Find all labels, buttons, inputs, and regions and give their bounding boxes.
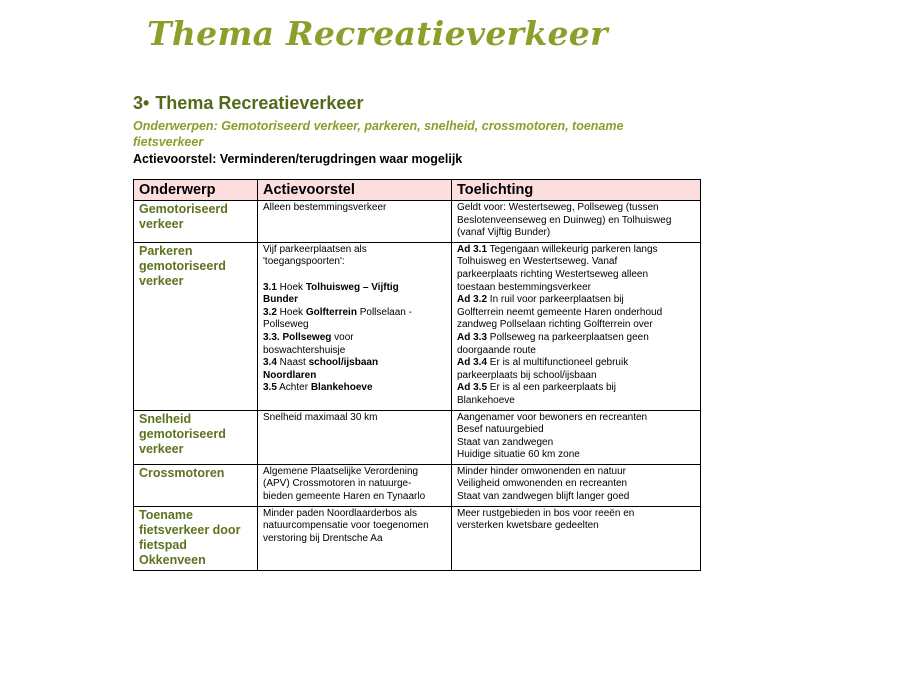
note-cell: Meer rustgebieden in bos voor reeën en versterken kwetsbare gedeelten xyxy=(452,506,701,570)
note-cell: Aangenamer voor bewoners en recreanten Besef natuurgebied Staat van zandwegen Huidige situatie 60 km zone xyxy=(452,410,701,464)
action-cell: Minder paden Noordlaarderbos als natuurcompensatie voor toegenomen verstoring bij Drentsche Aa xyxy=(258,506,452,570)
column-header-onderwerp: Onderwerp xyxy=(134,180,258,201)
column-header-actievoorstel: Actievoorstel xyxy=(258,180,452,201)
note-cell: Geldt voor: Westertseweg, Pollseweg (tussen Beslotenveenseweg en Duinweg) en Tolhuisweg (vanaf Vijftig Bunder) xyxy=(452,201,701,243)
action-table xyxy=(133,179,701,571)
note-item: Ad 3.1 Tegengaan willekeurig parkeren langs xyxy=(457,243,658,255)
document-heading xyxy=(133,92,700,114)
note-cell: Ad 3.1 Tegengaan willekeurig parkeren langs Tolhuisweg en Westertseweg. Vanaf parkeerplaats richting Westertseweg alleen toestaan bestemmingsverkeer Ad 3.2 In ruil voor parkeerplaatsen bij Golfterrein neemt gemeente Haren onderhoud zandweg Pollselaan richting Golfterrein over Ad 3.3 Pollseweg na parkeerplaatsen geen doorgaande route Ad 3.4 Er is al multifunctioneel gebruik parkeerplaats bij school/ijsbaan Ad 3.5 Er is al een parkeerplaats bij Blankehoeve xyxy=(452,242,701,410)
table-row xyxy=(134,410,701,464)
action-cell: Vijf parkeerplaatsen als 'toegangspoorten': 3.1 Hoek Tolhuisweg – Vijftig Bunder 3.2 Hoek Golfterrein Pollselaan - Pollseweg 3.3. Pollseweg voor boswachtershuisje 3.4 Naast school/ijsbaan Noordlaren 3.5 Achter Blankehoeve xyxy=(258,242,452,410)
topic-cell: Snelheid gemotoriseerd verkeer xyxy=(134,410,258,464)
action-item: 3.1 Hoek Tolhuisweg – Vijftig xyxy=(263,281,399,293)
action-cell: Alleen bestemmingsverkeer xyxy=(258,201,452,243)
table-row xyxy=(134,464,701,506)
heading-number: 3• xyxy=(133,93,150,113)
note-item: Ad 3.2 In ruil voor parkeerplaatsen bij xyxy=(457,294,624,306)
table-header-row xyxy=(134,180,701,201)
note-cell: Minder hinder omwonenden en natuur Veiligheid omwonenden en recreanten Staat van zandwegen blijft langer goed xyxy=(452,464,701,506)
topic-cell: Parkeren gemotoriseerd verkeer xyxy=(134,242,258,410)
topic-cell: Crossmotoren xyxy=(134,464,258,506)
note-item: Ad 3.5 Er is al een parkeerplaats bij xyxy=(457,382,616,394)
action-item: 3.3. Pollseweg voor xyxy=(263,331,354,343)
topic-cell: Toename fietsverkeer door fietspad Okkenveen xyxy=(134,506,258,570)
table-row xyxy=(134,201,701,243)
topic-cell: Gemotoriseerd verkeer xyxy=(134,201,258,243)
action-item: 3.2 Hoek Golfterrein Pollselaan - xyxy=(263,306,412,318)
action-item: 3.5 Achter Blankehoeve xyxy=(263,382,373,394)
action-cell: Algemene Plaatselijke Verordening (APV) Crossmotoren in natuurge- bieden gemeente Haren en Tynaarlo xyxy=(258,464,452,506)
column-header-toelichting: Toelichting xyxy=(452,180,701,201)
document-excerpt xyxy=(133,92,700,567)
note-item: Ad 3.3 Pollseweg na parkeerplaatsen geen xyxy=(457,331,649,343)
action-proposal-text: Actievoorstel: Verminderen/terugdringen waar mogelijk xyxy=(133,152,463,166)
heading-text: Thema Recreatieverkeer xyxy=(155,93,364,113)
slide-title: Thema Recreatieverkeer xyxy=(147,14,608,53)
action-cell: Snelheid maximaal 30 km xyxy=(258,410,452,464)
table-row xyxy=(134,506,701,570)
subjects-text: Onderwerpen: Gemotoriseerd verkeer, parkeren, snelheid, crossmotoren, toename fietsverkeer xyxy=(133,119,624,149)
action-item: 3.4 Naast school/ijsbaan xyxy=(263,357,379,369)
note-item: Ad 3.4 Er is al multifunctioneel gebruik xyxy=(457,357,629,369)
table-row xyxy=(134,242,701,410)
